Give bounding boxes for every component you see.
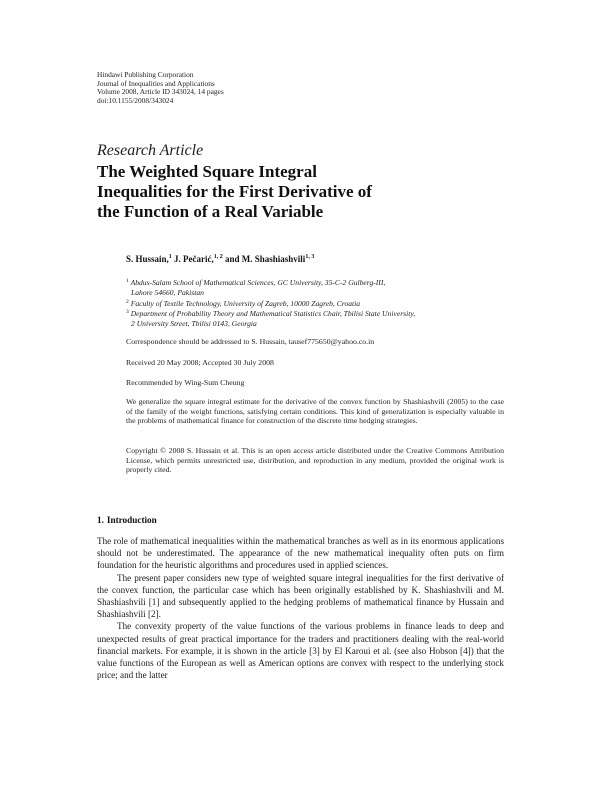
affiliation-number: 3 (126, 309, 129, 316)
author-list (126, 254, 314, 264)
title-line: the Function of a Real Variable (97, 202, 324, 221)
copyright-notice: Copyright © 2008 S. Hussain et al. This is an open access article distributed under the Creative Commons Attribution License, which permits unrestricted use, distribution, and reproduction in any medium, provided the original work is properly cited. (126, 446, 504, 475)
author-name: J. Pečarić, (174, 254, 214, 264)
affiliation (126, 308, 506, 319)
affiliation-text: Department of Probability Theory and Mathematical Statistics Chair, Tbilisi State University, (130, 309, 416, 319)
volume-line: Volume 2008, Article ID 343024, 14 pages (97, 87, 224, 97)
section-heading (97, 515, 157, 525)
affiliation (126, 277, 506, 288)
affiliations (126, 277, 506, 329)
abstract: We generalize the square integral estimate for the derivative of the convex function by Shashiashvili (2005) to the case of the family of the weight functions, satisfying certain conditions. This kind of generalization is especially valuable in the problems of mathematical finance for construction of the discrete time hedging strategies. (126, 397, 504, 426)
title-line: Inequalities for the First Derivative of (97, 182, 372, 201)
journal-header (97, 71, 224, 105)
title-line: The Weighted Square Integral (97, 162, 317, 181)
affiliation-continuation: 2 University Street, Tbilisi 0143, Georgia (131, 319, 257, 329)
author-affil-mark: 1 (168, 254, 172, 260)
author-affil-mark: 1, 2 (213, 254, 223, 260)
paragraph: The convexity property of the value functions of the various problems in finance leads to deep and unexpected results of great practical importance for the traders and practitioners dealing with the real-world financial markets. For example, it is shown in the article [3] by El Karoui et al. (see also Hobson [4]) that the value functions of the European as well as American options are convex with respect to the underlying stock price; and the latter (97, 621, 504, 681)
section-title: Introduction (106, 515, 157, 525)
received-date: Received 20 May 2008; Accepted 30 July 2008 (126, 358, 274, 367)
author-name: and M. Shashiashvili (225, 254, 306, 264)
paragraph: The role of mathematical inequalities within the mathematical branches as well as in its enormous applications should not be underestimated. The appearance of the new mathematical inequality often puts on firm foundation for the heuristic algorithms and procedures used in applied sciences. (97, 536, 504, 571)
doi-line: doi:10.1155/2008/343024 (97, 95, 174, 105)
author-affil-mark: 1, 3 (305, 254, 315, 260)
article-type: Research Article (97, 142, 204, 159)
affiliation-continuation: Lahore 54660, Pakistan (131, 287, 204, 297)
affiliation-text: Abdus-Salam School of Mathematical Sciences, GC University, 35-C-2 Gulberg-III, (130, 278, 386, 287)
journal-line: Journal of Inequalities and Applications (97, 78, 215, 88)
paper-title (97, 162, 517, 222)
author-name: S. Hussain, (126, 254, 169, 264)
body-text (97, 535, 504, 681)
paragraph: The present paper considers new type of weighted square integral inequalities for the first derivative of the convex function, the particular case which has been originally established by K. Shashiashvili and M. Shashiashvili [1] and subsequently applied to the hedging problems of mathematical finance by Hussain and Shashiashvili [2]. (97, 572, 504, 620)
affiliation (126, 298, 506, 309)
section-number: 1. (97, 515, 104, 525)
affiliation-number: 2 (126, 298, 129, 305)
affiliation-number: 1 (126, 278, 129, 284)
correspondence: Correspondence should be addressed to S. Hussain, tausef775650@yahoo.co.in (126, 337, 375, 346)
affiliation-text: Faculty of Textile Technology, University of Zagreb, 10000 Zagreb, Croatia (130, 298, 361, 308)
publisher-line: Hindawi Publishing Corporation (97, 70, 194, 79)
recommended-by: Recommended by Wing-Sum Cheung (126, 378, 245, 387)
